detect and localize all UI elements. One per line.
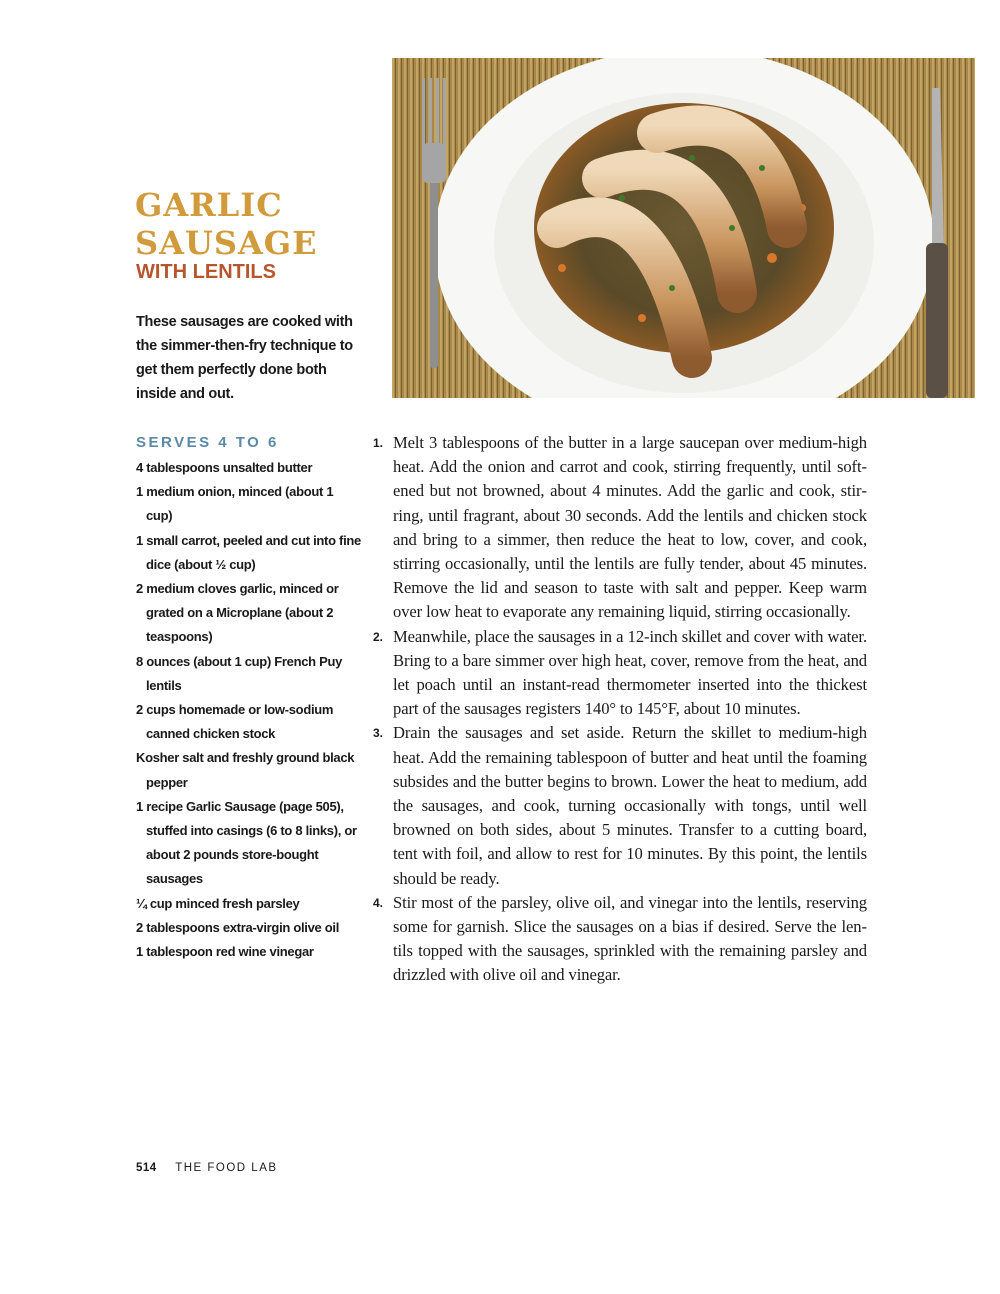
ingredient-item: 4 tablespoons unsalted butter	[136, 460, 313, 475]
method-step	[373, 625, 867, 722]
step-text: Drain the sausages and set aside. Return the skillet to medium-high heat. Add the remaining tablespoon of butter and heat until the foaming subsides and the butter begins to brown. Lower the heat to medium, add the sausages, and cook, turning occasionally with tongs, until well browned on both sides, about 5 minutes. Transfer to a cutting board, tent with foil, and allow to rest for 10 minutes. By this point, the lentils should be ready.	[393, 723, 867, 888]
step-number: 4.	[373, 895, 383, 910]
method-steps	[373, 431, 867, 988]
ingredient-item: 1 recipe Garlic Sausage (page 505), stuffed into casings (6 to 8 links), or about 2 pounds store-bought sausages	[136, 798, 357, 887]
ingredient-item: 1 tablespoon red wine vinegar	[136, 944, 314, 960]
step-text: Melt 3 tablespoons of the butter in a large saucepan over medium-high heat. Add the onion and carrot and cook, stirring frequently, until softened but not browned, about 4 minutes. Add the garlic and cook, stirring, until fragrant, about 30 seconds. Add the lentils and chicken stock and bring to a simmer, then reduce the heat to low, cover, and cook, stirring occasionally, until the lentils are fully tender, about 45 minutes. Remove the lid and season to taste with salt and pepper. Keep warm over low heat to evaporate any remaining liquid, stirring occasionally.	[393, 433, 867, 622]
step-text: Meanwhile, place the sausages in a 12-inch skillet and cover with water. Bring to a bare simmer over high heat, cover, remove from the heat, and let poach until an instant-read thermometer inserted into the thickest part of the sausages registers 140° to 145°F, about 10 minutes.	[393, 626, 867, 719]
method-step	[373, 891, 867, 988]
recipe-title: GARLIC SAUSAGE	[135, 186, 318, 262]
recipe-subtitle: WITH LENTILS	[136, 261, 276, 283]
serves-heading: SERVES 4 TO 6	[136, 434, 279, 451]
ingredients-list	[136, 456, 361, 964]
ingredient-item: 2 tablespoons extra-virgin olive oil	[136, 919, 340, 935]
method-step	[373, 431, 867, 625]
method-step	[373, 721, 867, 890]
page-number: 514	[136, 1162, 157, 1174]
ingredient-item: 1 small carrot, peeled and cut into fine dice (about ½ cup)	[136, 532, 361, 572]
page-footer	[136, 1158, 278, 1178]
ingredient-item: ¼ cup minced fresh parsley	[136, 895, 300, 911]
ingredient-item: 8 ounces (about 1 cup) French Puy lentils	[136, 653, 343, 693]
ingredient-item: 2 cups homemade or low-sodium canned chicken stock	[136, 702, 334, 742]
ingredient-item: 1 medium onion, minced (about 1 cup)	[136, 484, 334, 524]
ingredient-item: Kosher salt and freshly ground black pepper	[136, 750, 355, 790]
step-number: 3.	[373, 726, 383, 741]
recipe-intro: These sausages are cooked with the simmer-then-fry technique to get them perfectly done both inside and out.	[136, 314, 353, 402]
dish-photo	[392, 58, 975, 398]
ingredient-item: 2 medium cloves garlic, minced or grated on a Microplane (about 2 teaspoons)	[136, 581, 339, 645]
step-text: Stir most of the parsley, olive oil, and vinegar into the lentils, reserving some for garnish. Slice the sausages on a bias if desired. Serve the lentils topped with the sausages, sprinkled with the remaining parsley and drizzled with olive oil and vinegar.	[393, 892, 867, 985]
step-number: 2.	[373, 629, 383, 644]
book-title: THE FOOD LAB	[175, 1162, 278, 1174]
step-number: 1.	[373, 436, 383, 450]
